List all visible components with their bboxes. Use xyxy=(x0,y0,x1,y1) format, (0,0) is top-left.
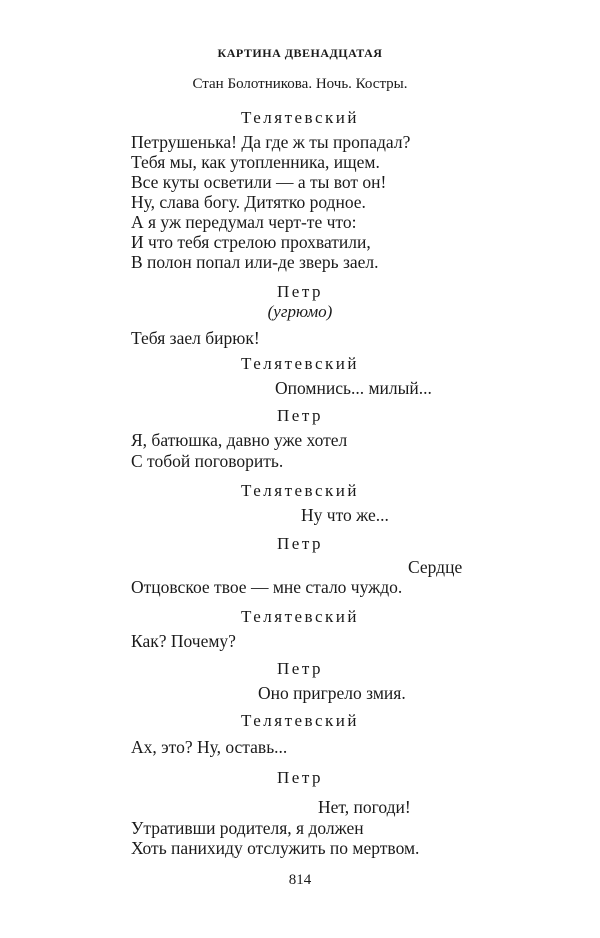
speaker-name: Петр xyxy=(277,406,323,425)
dialogue-line: Петрушенька! Да где ж ты пропадал? xyxy=(131,132,411,152)
speaker-name: Телятевский xyxy=(241,607,359,626)
dialogue-line: Тебя мы, как утопленника, ищем. xyxy=(131,152,380,172)
dialogue-line: Ну, слава богу. Дитятко родное. xyxy=(131,192,366,212)
dialogue-line: С тобой поговорить. xyxy=(131,451,284,471)
speaker-name: Петр xyxy=(277,768,323,787)
speaker-name: Петр xyxy=(277,534,323,553)
stage-direction: (угрюмо) xyxy=(267,302,333,321)
dialogue-line: Нет, погоди! xyxy=(318,797,411,817)
scene-title: КАРТИНА ДВЕНАДЦАТАЯ xyxy=(217,46,383,60)
dialogue-line: Хоть панихиду отслужить по мертвом. xyxy=(131,838,420,858)
speaker-name: Телятевский xyxy=(241,711,359,730)
dialogue-line: Оно пригрело змия. xyxy=(258,683,406,703)
speaker-name: Телятевский xyxy=(241,481,359,500)
speaker-name: Телятевский xyxy=(241,108,359,127)
dialogue-line: Опомнись... милый... xyxy=(275,378,432,398)
speaker-name: Телятевский xyxy=(241,354,359,373)
dialogue-line: Утративши родителя, я должен xyxy=(131,818,364,838)
dialogue-line: Ну что же... xyxy=(301,505,389,525)
dialogue-line: Ах, это? Ну, оставь... xyxy=(131,737,288,757)
dialogue-line: Я, батюшка, давно уже хотел xyxy=(131,430,348,450)
dialogue-line: А я уж передумал черт-те что: xyxy=(131,212,357,232)
dialogue-line: Отцовское твое — мне стало чуждо. xyxy=(131,577,403,597)
dialogue-line: Все куты осветили — а ты вот он! xyxy=(131,172,387,192)
dialogue-line: Тебя заел бирюк! xyxy=(131,328,260,348)
dialogue-line: В полон попал или-де зверь заел. xyxy=(131,252,379,272)
dialogue-line: Как? Почему? xyxy=(131,631,236,651)
speaker-name: Петр xyxy=(277,282,323,301)
scene-setting: Стан Болотникова. Ночь. Костры. xyxy=(192,76,408,92)
speaker-name: Петр xyxy=(277,659,323,678)
page-number: 814 xyxy=(288,872,312,888)
dialogue-line: Сердце xyxy=(408,557,463,577)
dialogue-line: И что тебя стрелою прохватили, xyxy=(131,232,371,252)
